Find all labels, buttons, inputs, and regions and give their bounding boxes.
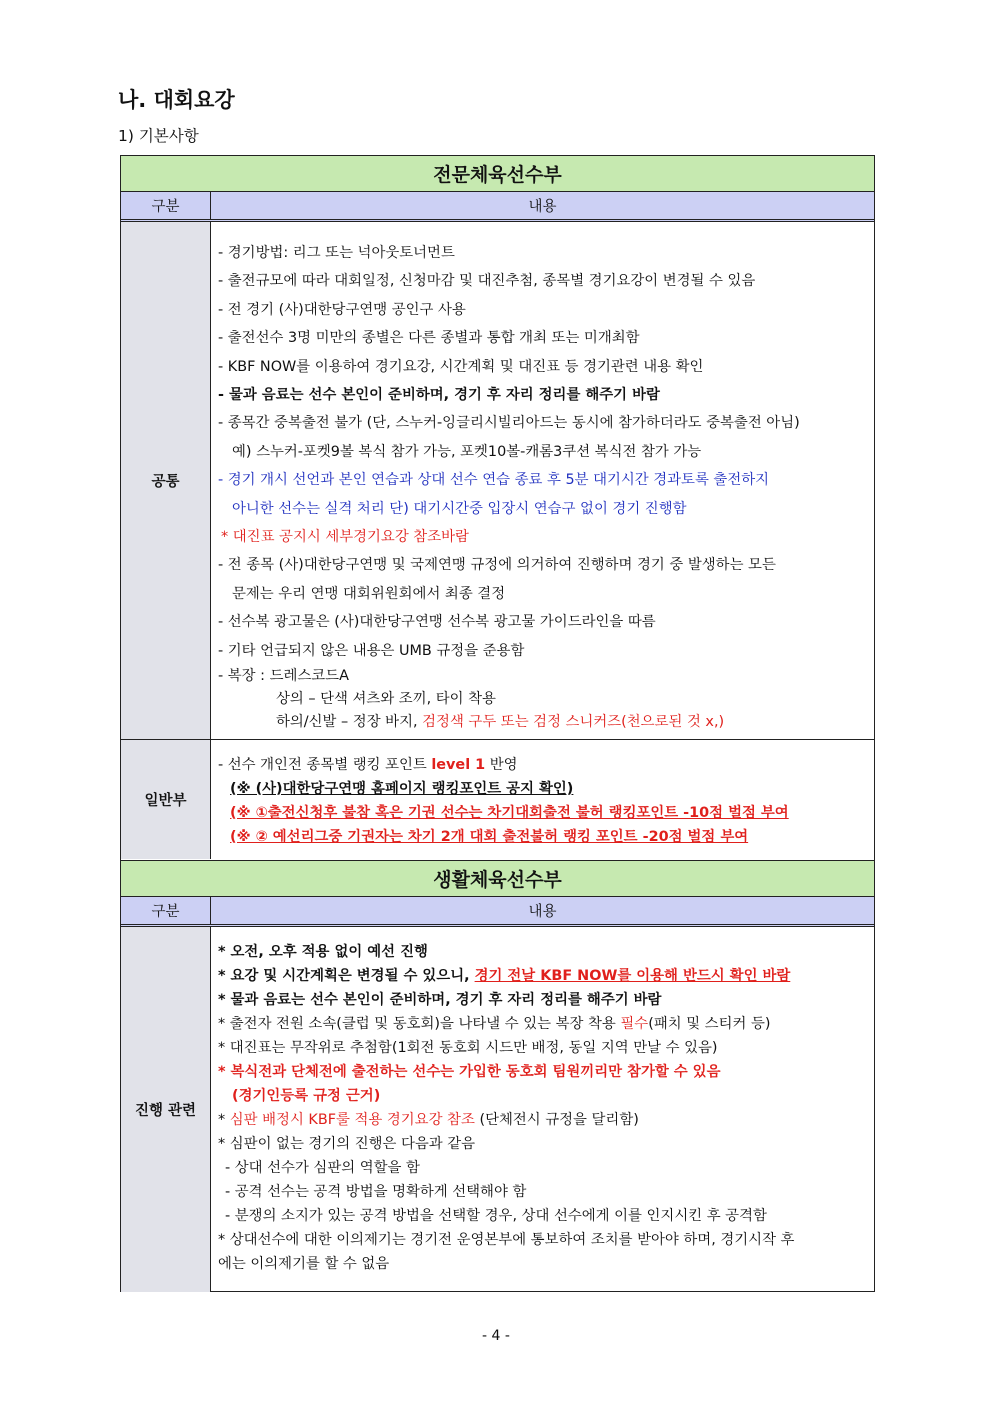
list-item: * 심판이 없는 경기의 진행은 다음과 같음 [218,1136,476,1152]
header-content: 내용 [528,904,557,920]
list-item [218,753,864,777]
referee-text-end: (단체전시 규정을 달리함) [474,1112,639,1128]
list-item: 에는 이의제기를 할 수 없음 [218,1256,390,1272]
uniform-text-end: (패치 및 스티커 등) [648,1016,771,1032]
list-item [218,1012,864,1036]
subsection-title: 1) 기본사항 [118,127,199,145]
header-category: 구분 [121,897,211,924]
uniform-text: * 출전자 전원 소속(클럽 및 동호회)을 나타낼 수 있는 복장 착용 [218,1016,621,1032]
list-item: (※ (사)대한당구연맹 홈페이지 랭킹포인트 공지 확인) [230,781,574,797]
notice-item: * 대진표 공지시 세부경기요강 참조바람 [221,529,469,546]
row-content-general [211,740,874,859]
list-item: - 선수복 광고물은 (사)대한당구연맹 선수복 광고물 가이드라인을 따름 [218,614,656,631]
list-item: - 경기방법: 리그 또는 넉아웃토너먼트 [218,245,455,261]
ranking-text: - 선수 개인전 종목별 랭킹 포인트 [218,757,432,773]
list-item: * 상대선수에 대한 이의제기는 경기전 운영본부에 통보하여 조치를 받아야 하며, 경기시작 후 [218,1232,795,1248]
ranking-text-end: 반영 [485,757,518,773]
table-header [121,192,874,222]
row-content-progress [211,927,874,1292]
list-item: 아니한 선수는 실격 처리 단) 대기시간중 입장시 연습구 없이 경기 진행함 [232,500,687,517]
table-header [121,897,874,927]
schedule-text: * 요강 및 시간계획은 변경될 수 있으니, [218,968,475,984]
list-item: 상의 – 단색 셔츠와 조끼, 타이 착용 [276,691,496,708]
list-item: - 출전규모에 따라 대회일정, 신청마감 및 대진추첨, 종목별 경기요강이 변경될 수 있음 [218,273,756,290]
row-label-progress: 진행 관련 [121,927,211,1292]
penalty-item: (※ ①출전신청후 불참 혹은 기권 선수는 차기대회출전 불허 랭킹포인트 -10점 벌점 부여 [230,805,789,821]
list-item: - 전 경기 (사)대한당구연맹 공인구 사용 [218,301,466,318]
list-item: - 출전선수 3명 미만의 종별은 다른 종별과 통합 개최 또는 미개최함 [218,330,640,347]
list-item: - 복장 : 드레스코드A [218,668,349,685]
list-item: - 분쟁의 소지가 있는 공격 방법을 선택할 경우, 상대 선수에게 이를 인지시킨 후 공격함 [225,1208,767,1224]
table-row-general [121,740,874,859]
list-item [218,711,864,734]
section-title: 나. 대회요강 [118,88,235,112]
list-item: 문제는 우리 연맹 대회위원회에서 최종 결정 [232,585,506,602]
list-item: - 전 종목 (사)대한당구연맹 및 국제연맹 규정에 의거하여 진행하며 경기 중 발생하는 모든 [218,557,776,574]
list-item: - 종목간 중복출전 불가 (단, 스누커-잉글리시빌리아드는 동시에 참가하더라도 중복출전 아님) [218,415,800,432]
list-item: - 기타 언급되지 않은 내용은 UMB 규정을 준용함 [218,642,525,659]
list-item: - KBF NOW를 이용하여 경기요강, 시간계획 및 대진표 등 경기관련 내용 확인 [218,358,704,375]
pro-athletes-table [120,155,875,861]
table-row-common [121,222,874,740]
list-item: - 상대 선수가 심판의 역할을 함 [225,1160,420,1176]
list-item: (경기인등록 규정 근거) [232,1088,381,1104]
amateur-athletes-table [120,861,875,1292]
list-item: - 물과 음료는 선수 본인이 준비하며, 경기 후 자리 정리를 해주기 바람 [218,387,660,404]
uniform-required: 필수 [620,1016,649,1032]
row-label-general: 일반부 [121,740,211,859]
table-row-progress [121,927,874,1292]
list-item: * 물과 음료는 선수 본인이 준비하며, 경기 후 자리 정리를 해주기 바람 [218,992,662,1008]
row-content-common [211,222,874,739]
schedule-check-notice: 경기 전날 KBF NOW를 이용해 반드시 확인 바람 [474,968,791,984]
table-title: 생활체육선수부 [121,861,874,897]
header-category: 구분 [121,192,211,219]
list-item: - 공격 선수는 공격 방법을 명확하게 선택해야 함 [225,1184,527,1200]
list-item: * 복식전과 단체전에 출전하는 선수는 가입한 동호회 팀원끼리만 참가할 수 있음 [218,1064,721,1080]
list-item: * 대진표는 무작위로 추첨함(1회전 동호회 시드만 배정, 동일 지역 만날 수 있음) [218,1040,718,1056]
page-number: - 4 - [482,1328,510,1344]
list-item [218,1108,864,1132]
ranking-level: level 1 [431,757,486,773]
referee-notice: 심판 배정시 KBF룰 적용 경기요강 참조 [229,1112,475,1128]
list-item: * 오전, 오후 적용 없이 예선 진행 [218,944,428,960]
referee-bullet: * [218,1112,230,1128]
list-item [218,964,864,988]
penalty-item: (※ ② 예선리그중 기권자는 차기 2개 대회 출전불허 랭킹 포인트 -20점 벌점 부여 [230,829,749,845]
row-label-common: 공통 [121,222,211,739]
header-content: 내용 [528,199,557,215]
dress-code-shoes: 검정색 구두 또는 검정 스니커즈(천으로된 것 x,) [422,714,725,731]
dress-code-bottom: 하의/신발 – 정장 바지, [276,714,423,731]
list-item: - 경기 개시 선언과 본인 연습과 상대 선수 연습 종료 후 5분 대기시간 경과토록 출전하지 [218,472,770,489]
table-title: 전문체육선수부 [121,156,874,192]
list-item: 예) 스누커-포켓9볼 복식 참가 가능, 포켓10볼-캐롬3쿠션 복식전 참가 가능 [232,443,702,460]
